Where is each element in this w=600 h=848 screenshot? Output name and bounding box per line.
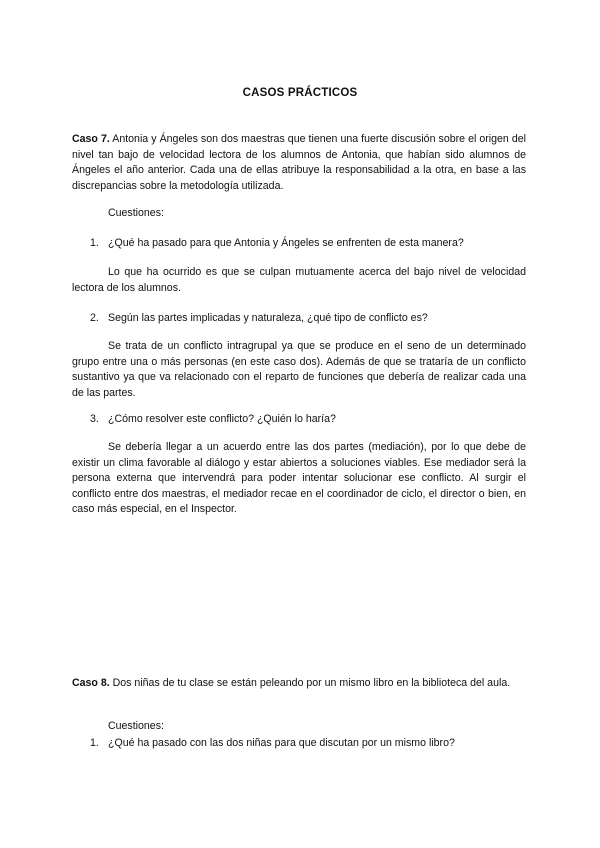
case-8-text: Dos niñas de tu clase se están peleando por un mismo libro en la biblioteca del aula. — [112, 677, 511, 689]
question-number: 2. — [90, 312, 99, 324]
case-7-intro — [72, 132, 526, 194]
question-number: 1. — [90, 237, 99, 249]
case-7-questions-label: Cuestiones: — [108, 207, 164, 219]
question-text: ¿Qué ha pasado con las dos niñas para que discutan por un mismo libro? — [108, 737, 455, 749]
case-7-text: Antonia y Ángeles son dos maestras que tienen una fuerte discusión sobre el origen del nivel tan bajo de velocidad lectora de los alumnos de Antonia, que habían sido alumnos de Ángeles el año anterior. Cada una de ellas atribuye la responsabilidad a la otra, en base a las discrepancias sobre la metodología utilizada. — [72, 133, 526, 192]
case-7-answer-2: Se trata de un conflicto intragrupal ya que se produce en el seno de un determinado grupo entre una o más personas (en este caso dos). Además de que se trataría de un conflicto sustantivo ya que va relacionado con el reparto de funciones que debería de realizar cada una de las partes. — [72, 340, 526, 399]
case-7-answer-1: Lo que ha ocurrido es que se culpan mutuamente acerca del bajo nivel de velocidad lectora de los alumnos. — [72, 266, 526, 294]
question-text: ¿Cómo resolver este conflicto? ¿Quién lo haría? — [108, 413, 336, 425]
question-text: Según las partes implicadas y naturaleza, ¿qué tipo de conflicto es? — [108, 312, 428, 324]
case-7-label: Caso 7. — [72, 133, 110, 145]
question-number: 3. — [90, 413, 99, 425]
case-8-questions-label: Cuestiones: — [108, 720, 164, 732]
page-title: CASOS PRÁCTICOS — [242, 87, 358, 99]
question-text: ¿Qué ha pasado para que Antonia y Ángeles se enfrenten de esta manera? — [108, 237, 464, 249]
question-number: 1. — [90, 737, 99, 749]
case-7-answer-3: Se debería llegar a un acuerdo entre las dos partes (mediación), por lo que debe de existir un clima favorable al diálogo y estar abiertos a soluciones viables. Ese mediador será la persona externa que intervendrá para poder intentar solucionar ese conflicto. Al surgir el conflicto entre dos maestras, el mediador recae en el coordinador de ciclo, el director o bien, en caso más especial, en el Inspector. — [72, 441, 526, 516]
case-8-intro — [72, 676, 526, 692]
case-8-label: Caso 8. — [72, 677, 110, 689]
